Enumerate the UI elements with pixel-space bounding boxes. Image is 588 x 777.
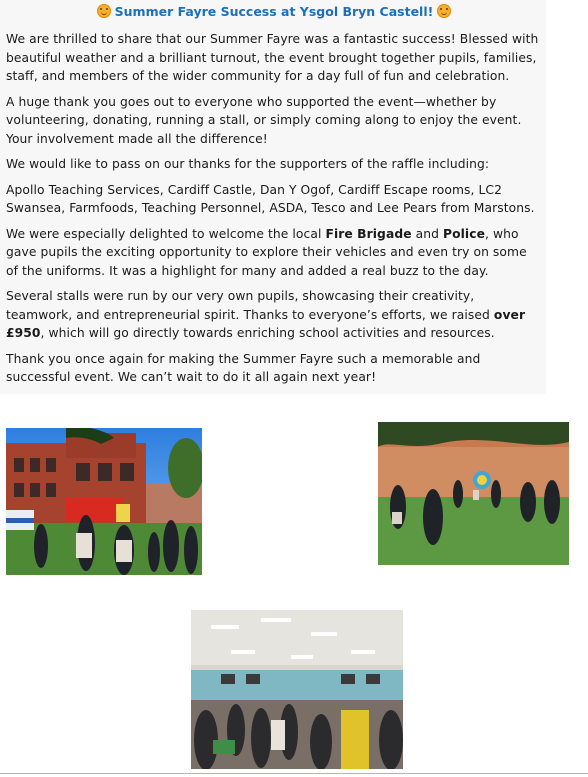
fire-engine-outside-school-photo (6, 428, 202, 575)
field-games-photo (378, 422, 569, 565)
raffle-intro-paragraph: We would like to pass on our thanks for the supporters of the raffle including: (6, 157, 490, 171)
emergency-services-paragraph: We were especially delighted to welcome the local Fire Brigade and Police, who gave pupils the exciting opportunity to explore their vehicles and even try on some of the uniforms. It was a highlight for many and added a real buzz to the day. (6, 226, 527, 278)
raffle-supporters-paragraph: Apollo Teaching Services, Cardiff Castle, Dan Y Ogof, Cardiff Escape rooms, LC2 Swansea, Farmfoods, Teaching Personnel, ASDA, Tesco and Lee Pears from Marstons. (6, 182, 535, 215)
bottom-divider (0, 773, 588, 774)
article-panel (0, 0, 546, 394)
amount-raised-text: over £950 (6, 307, 526, 340)
title-text: Summer Fayre Success at Ysgol Bryn Castell! (114, 4, 434, 19)
smiling-face-icon (437, 4, 451, 18)
thanks-paragraph: A huge thank you goes out to everyone who supported the event—whether by volunteering, donating, running a stall, or simply coming along to enjoy the event. Your involvement made all the difference! (6, 94, 522, 146)
school-hall-stalls-photo (191, 610, 403, 769)
police-text: Police (442, 226, 485, 241)
fire-brigade-text: Fire Brigade (325, 226, 412, 241)
stalls-paragraph: Several stalls were run by our very own pupils, showcasing their creativity, teamwork, and entrepreneurial spirit. Thanks to everyone’s efforts, we raised over £950, which will go directly towards enriching school activities and resources. (6, 289, 526, 340)
intro-paragraph: We are thrilled to share that our Summer Fayre was a fantastic success! Blessed with beautiful weather and a brilliant turnout, the event brought together pupils, families, staff, and members of the wider community for a day full of fun and celebration. (6, 32, 539, 83)
smiling-face-icon (97, 4, 111, 18)
article-title (6, 4, 542, 20)
closing-paragraph: Thank you once again for making the Summer Fayre such a memorable and successful event. We can’t wait to do it all again next year! (6, 351, 481, 384)
